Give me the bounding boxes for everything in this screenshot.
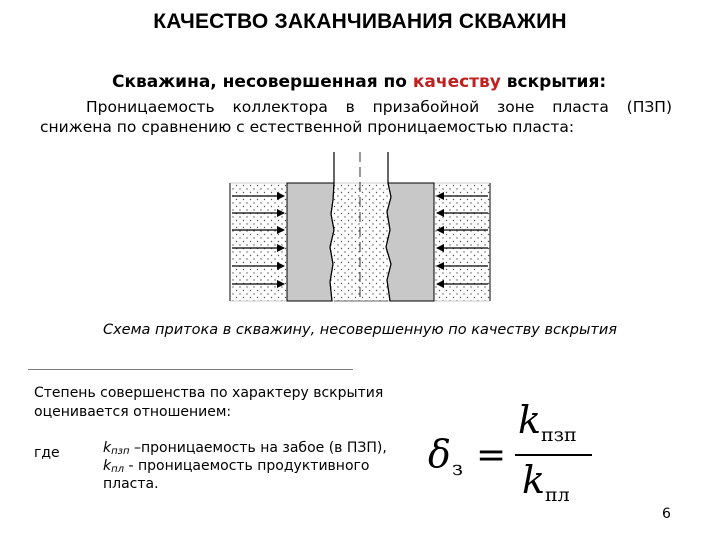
formula-delta-subscript: з	[452, 456, 463, 480]
formula-denominator-k: k	[522, 458, 546, 502]
intro-paragraph	[40, 97, 672, 137]
definition-k-pzp	[103, 440, 387, 457]
k-pzp-symbol: k	[103, 440, 112, 456]
k-pzp-text: –проницаемость на забое (в ПЗП),	[129, 440, 387, 456]
slide-subtitle	[112, 72, 606, 92]
degree-text-line-1: Степень совершенства по характеру вскрытия	[34, 385, 384, 401]
subtitle-highlight: качеству	[412, 72, 501, 92]
diagram-caption: Схема притока в скважину, несовершенную по качеству вскрытия	[102, 322, 618, 338]
where-label: где	[34, 445, 60, 461]
well-inflow-diagram	[210, 152, 510, 317]
k-pzp-subscript: пзп	[111, 446, 130, 457]
k-pl-symbol: k	[103, 458, 112, 474]
formula-numerator-k: k	[518, 398, 542, 442]
subtitle-text-before: Скважина, несовершенная по	[112, 72, 413, 92]
slide-title: КАЧЕСТВО ЗАКАНЧИВАНИЯ СКВАЖИН	[153, 10, 567, 33]
perfection-formula	[420, 395, 600, 507]
damaged-zone-left	[287, 183, 334, 301]
definition-k-pl	[103, 458, 369, 475]
paragraph-line-2: снижена по сравнению с естественной проницаемостью пласта:	[40, 118, 575, 136]
subtitle-text-after: вскрытия:	[500, 72, 607, 92]
formula-denominator-subscript: пл	[545, 484, 570, 506]
paragraph-line-1: Проницаемость коллектора в призабойной зоне пласта (ПЗП)	[86, 98, 672, 116]
damaged-zone-right	[386, 183, 434, 301]
divider	[28, 369, 353, 370]
definition-k-pl-continued: пласта.	[103, 476, 159, 492]
formula-numerator-subscript: пзп	[541, 424, 577, 446]
formula-delta: δ	[428, 432, 451, 476]
k-pl-text: - проницаемость продуктивного	[124, 458, 370, 474]
k-pl-subscript: пл	[111, 464, 125, 475]
page-number: 6	[662, 506, 671, 522]
formula-equals: =	[476, 435, 507, 476]
degree-text-line-2: оценивается отношением:	[34, 404, 232, 420]
